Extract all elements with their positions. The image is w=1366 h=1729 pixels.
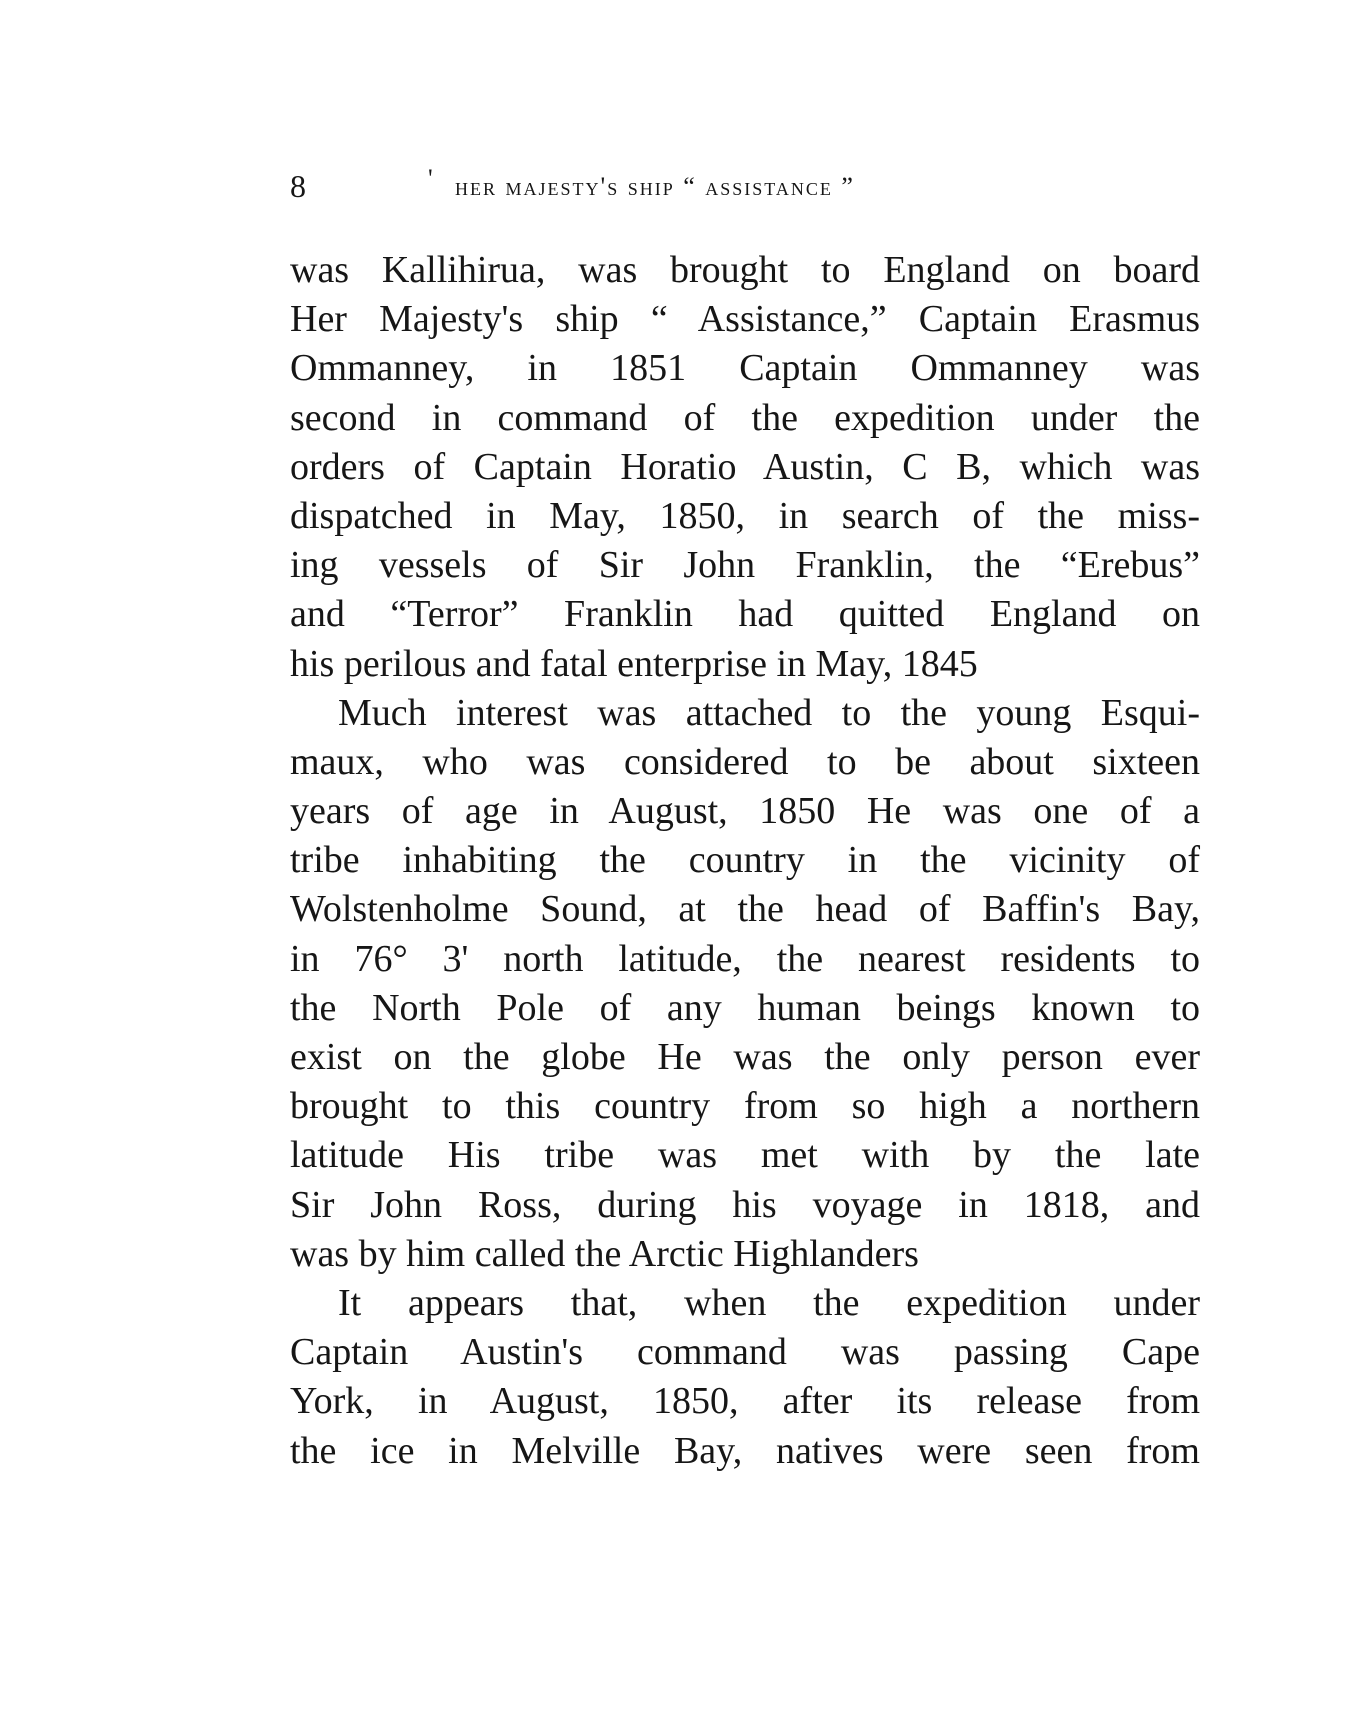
text-line: the North Pole of any human beings known to <box>290 986 1200 1029</box>
text-line: dispatched in May, 1850, in search of the miss- <box>290 494 1200 537</box>
text-line: Her Majesty's ship “ Assistance,” Captain Erasmus <box>290 298 1200 341</box>
text-line: tribe inhabiting the country in the vicinity of <box>290 839 1200 882</box>
text-line: ing vessels of Sir John Franklin, the “Erebus” <box>290 544 1200 587</box>
text-line: Ommanney, in 1851 Captain Ommanney was <box>290 347 1200 390</box>
paragraph-end-line: his perilous and fatal enterprise in May, 1845 <box>290 642 978 685</box>
paragraph-start-line: It appears that, when the expedition under <box>338 1281 1200 1324</box>
running-title: her majesty's ship “ assistance ” <box>455 172 855 201</box>
text-line: second in command of the expedition under the <box>290 396 1200 439</box>
running-head <box>290 164 1090 208</box>
paragraph-end-line: was by him called the Arctic Highlanders <box>290 1232 919 1275</box>
text-line: and “Terror” Franklin had quitted England on <box>290 593 1200 636</box>
text-line: exist on the globe He was the only person ever <box>290 1036 1200 1078</box>
text-line: brought to this country from so high a northern <box>290 1085 1200 1128</box>
text-line: maux, who was considered to be about sixteen <box>290 740 1200 783</box>
body-text <box>290 246 1200 1476</box>
text-line: Captain Austin's command was passing Cape <box>290 1331 1200 1374</box>
text-line: the ice in Melville Bay, natives were seen from <box>290 1429 1200 1472</box>
text-line: years of age in August, 1850 He was one of a <box>290 790 1200 833</box>
stray-mark: ' <box>428 164 434 193</box>
page-number: 8 <box>290 168 307 204</box>
text-line: Sir John Ross, during his voyage in 1818, and <box>290 1183 1200 1226</box>
text-line: was Kallihirua, was brought to England on board <box>290 249 1200 291</box>
paragraph-start-line: Much interest was attached to the young Esqui- <box>338 691 1200 734</box>
text-line: latitude His tribe was met with by the late <box>290 1134 1200 1177</box>
text-line: Wolstenholme Sound, at the head of Baffin's Bay, <box>290 888 1200 931</box>
text-line: York, in August, 1850, after its release from <box>290 1380 1200 1423</box>
text-line: in 76° 3' north latitude, the nearest residents to <box>290 937 1200 980</box>
text-line: orders of Captain Horatio Austin, C B, which was <box>290 445 1200 488</box>
